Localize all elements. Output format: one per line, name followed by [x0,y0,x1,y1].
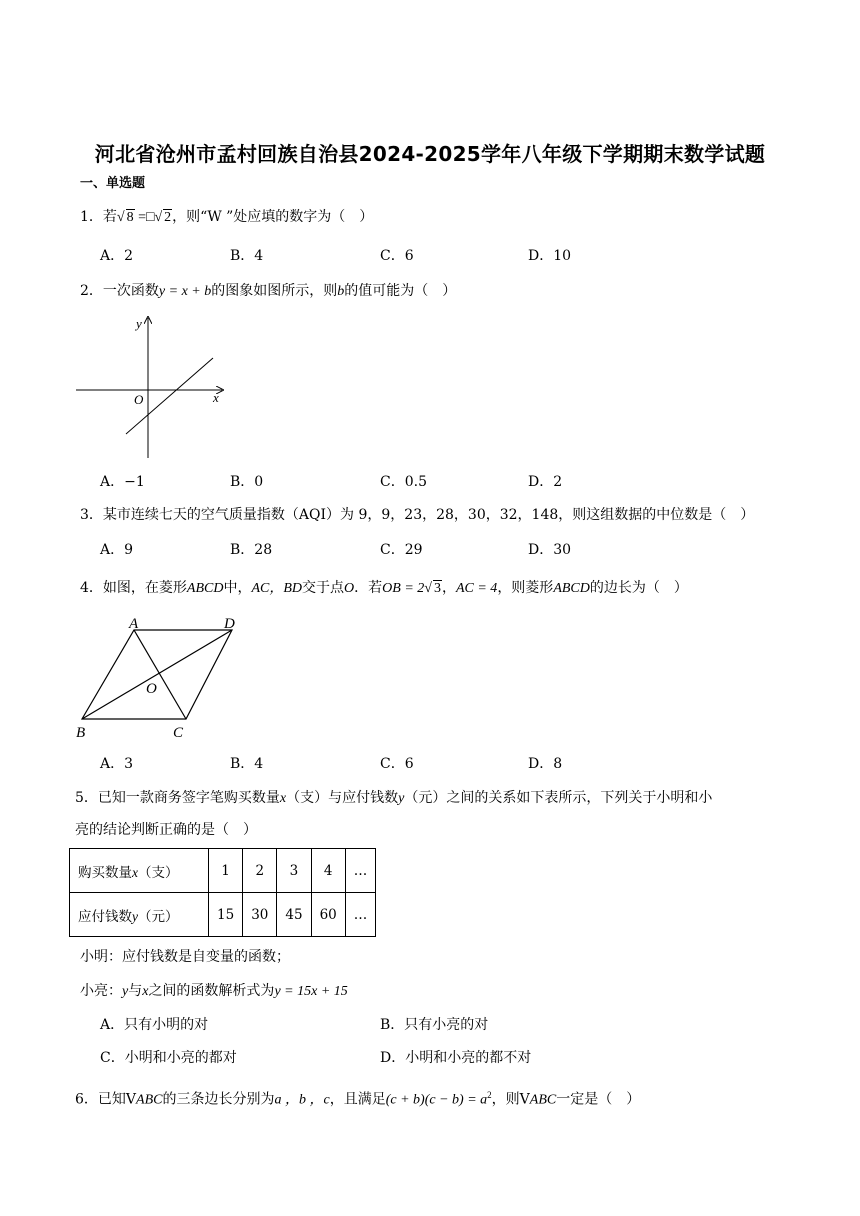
header-text: 应付钱数 [78,908,132,925]
table-cell: … [345,893,376,937]
question-text: ．若 [354,580,383,596]
question-text: ，则菱形 [497,580,554,596]
option-c[interactable]: C．6 [380,248,414,264]
option-c[interactable]: C．小明和小亮的都对 [100,1050,237,1066]
question-number: 4． [80,580,103,596]
question-text: （元）之间的关系如下表所示，下列关于小明和小 [404,790,713,806]
question-text: 一定是（ ） [556,1091,641,1108]
question-text: 若 [102,209,117,225]
xiaoming-statement: 小明：应付钱数是自变量的函数； [80,949,290,965]
option-c[interactable]: C．0.5 [380,474,427,490]
question-text: ，则V [491,1091,530,1108]
option-a[interactable]: A．−1 [100,474,145,490]
vertex-a-label: A [129,616,139,632]
vertex-d-label: D [224,616,235,632]
unit-text: （支） [138,864,179,881]
exponent: 2 [487,1090,492,1100]
option-b[interactable]: B．0 [230,474,264,490]
question-6 [75,1085,640,1111]
question-number: 3． [80,507,103,523]
rhombus-figure [74,612,254,744]
math-abcd: ABCD [553,581,590,596]
math-abc: ABC [136,1092,163,1108]
statement-text: 小亮： [80,983,122,999]
question-text: （支）与应付钱数 [286,790,399,806]
question-5-line2: 亮的结论判断正确的是（ ） [75,822,257,838]
center-o-label: O [146,681,157,697]
question-text: 的图象如图所示，则 [211,283,338,299]
var-x: x [279,791,287,806]
data-table [69,848,376,937]
option-b[interactable]: B．只有小亮的对 [380,1017,489,1033]
function-expression: y = 15x + 15 [274,984,348,999]
question-number: 6． [75,1091,98,1108]
table-cell: 3 [277,849,311,893]
function-expression: y = x + b [158,284,212,299]
statement-text: 与 [128,983,143,999]
math-ac-bd: AC，BD [251,581,303,596]
option-d[interactable]: D．小明和小亮的都不对 [380,1050,532,1066]
xiaoliang-statement [80,981,348,1002]
question-5-line1 [75,788,712,809]
option-b[interactable]: B．28 [230,542,273,558]
vertex-b-label: B [76,725,86,741]
option-d[interactable]: D．8 [528,756,563,772]
table-cell: 1 [209,849,243,893]
statement-text: 之间的函数解析式为 [148,983,275,999]
var-x: x [142,984,149,999]
question-text: ，则“W ”处应填的数字为（ ） [172,209,374,225]
math-ob: OB = 2 [382,581,425,596]
var-y: y [398,791,405,806]
option-a[interactable]: A．只有小明的对 [100,1017,209,1033]
row-header [70,849,209,893]
table-cell: 60 [311,893,345,937]
option-d[interactable]: D．10 [528,248,572,264]
x-label: x [213,390,219,405]
question-text: ，且满足 [329,1091,386,1108]
question-text: 某市连续七天的空气质量指数（AQI）为 9，9，23，28，30，32，148，则这组数据的中位数是（ ） [102,507,755,523]
table-row [70,849,376,893]
unit-text: （元） [138,908,179,925]
option-c[interactable]: C．29 [380,542,423,558]
variable-b: b [337,284,345,299]
var-y: y [122,984,129,999]
option-d[interactable]: D．30 [528,542,572,558]
question-number: 2． [80,283,103,299]
vertex-c-label: C [173,725,184,741]
question-text: 一次函数 [102,283,159,299]
option-c[interactable]: C．6 [380,756,414,772]
table-row [70,893,376,937]
y-label: y [136,316,142,331]
question-1 [80,207,373,228]
option-a[interactable]: A．3 [100,756,134,772]
question-text: 中， [223,580,252,596]
question-4 [80,578,688,599]
option-a[interactable]: A．9 [100,542,134,558]
question-text: 已知V [97,1091,137,1108]
question-text: 5．已知一款商务签字笔购买数量 [75,790,280,806]
table-cell: 4 [311,849,345,893]
question-text: 交于点 [302,580,345,596]
sqrt-3: √ 3 [424,581,441,596]
table-cell: 45 [277,893,311,937]
origin-label: O [134,392,144,407]
question-2 [80,281,456,302]
math-o: O [344,581,355,596]
math-vars: a ，b ，c [274,1092,330,1108]
var-y: y [132,908,138,924]
row-header [70,893,209,937]
table-cell: 30 [243,893,277,937]
option-d[interactable]: D．2 [528,474,563,490]
question-text: 如图，在菱形 [102,580,187,596]
question-3 [80,505,754,525]
table-cell: 2 [243,849,277,893]
question-number: 1． [80,209,103,225]
diagonal-ac [134,630,186,719]
option-b[interactable]: B．4 [230,756,264,772]
linear-function-graph [76,312,236,462]
question-text: 的边长为（ ） [589,580,688,596]
math-abcd: ABCD [186,581,224,596]
math-ac: AC = 4 [455,581,498,596]
header-text: 购买数量 [78,864,132,881]
question-text: 的值可能为（ ） [344,283,457,299]
section-heading: 一、单选题 [80,176,146,191]
sqrt-expression: √ 8 =□√ 2 [116,210,172,225]
table-cell: … [345,849,376,893]
option-a[interactable]: A．2 [100,248,134,264]
var-x: x [132,864,138,880]
math-expression: (c + b)(c − b) = a [385,1092,488,1108]
question-text: ， [441,580,456,596]
table-cell: 15 [209,893,243,937]
question-text: 的三条边长分别为 [162,1091,275,1108]
option-b[interactable]: B．4 [230,248,264,264]
page-title: 河北省沧州市孟村回族自治县2024-2025学年八年级下学期期末数学试题 [94,142,766,166]
math-abc: ABC [529,1092,557,1108]
